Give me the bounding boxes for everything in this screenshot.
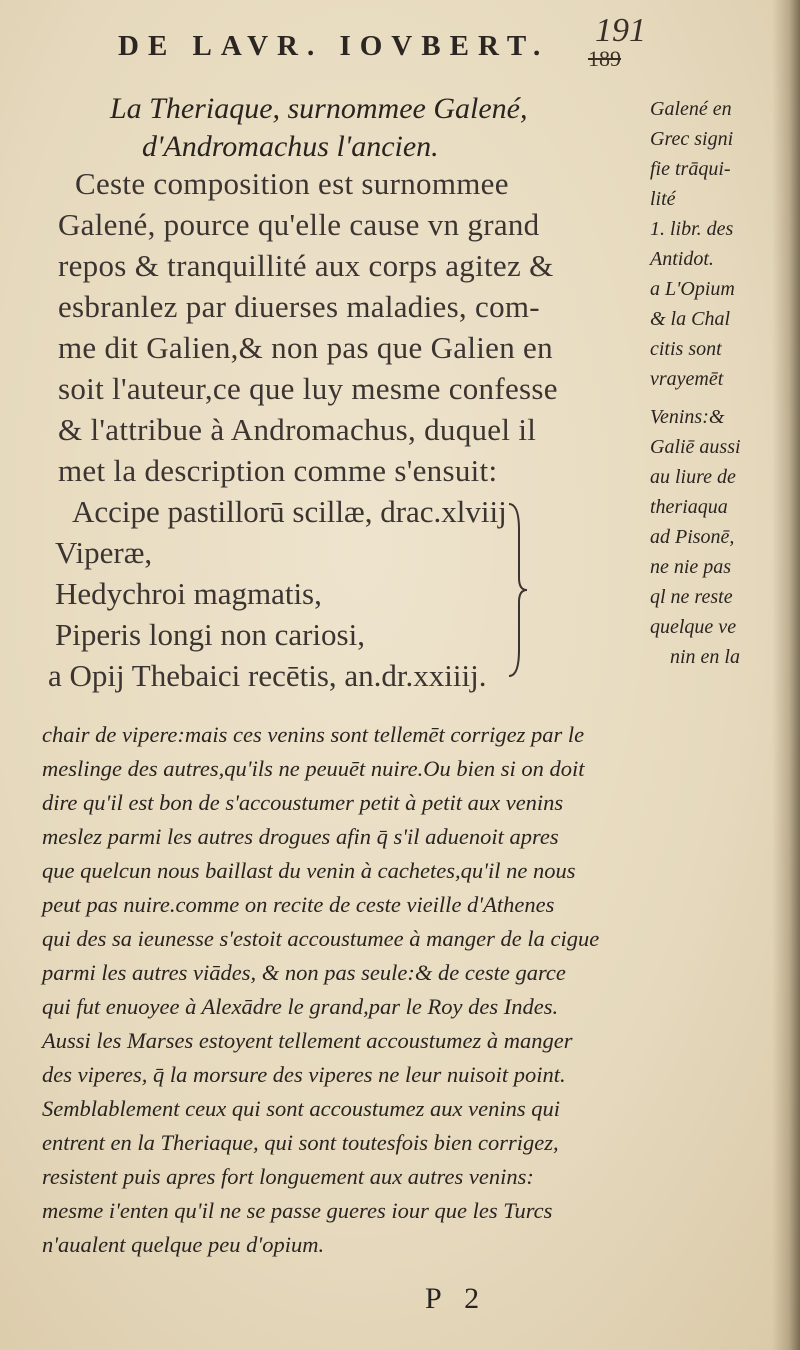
italic-body-line: dire qu'il est bon de s'accoustumer petit à petit aux venins <box>42 790 564 815</box>
margin-note-line: 1. libr. des <box>650 218 734 240</box>
italic-body-line: qui fut enuoyee à Alexādre le grand,par le Roy des Indes. <box>42 994 559 1019</box>
margin-note-line: Venins:& <box>650 406 725 428</box>
margin-note-line: nin en la <box>670 646 740 668</box>
margin-note-line: Antidot. <box>650 248 714 270</box>
margin-note-line: theriaqua <box>650 496 728 518</box>
italic-body-line: Semblablement ceux qui sont accoustumez aux venins qui <box>42 1096 560 1121</box>
folio-number: 191 <box>595 12 646 49</box>
margin-note-line: a L'Opium <box>650 278 735 300</box>
margin-note-line: Galené en <box>650 98 732 120</box>
body-line: soit l'auteur,ce que luy mesme confesse <box>58 371 558 406</box>
margin-note-line: Galiē aussi <box>650 436 741 458</box>
body-line: Ceste composition est surnommee <box>75 166 509 201</box>
running-header: DE LAVR. IOVBERT. <box>118 30 550 62</box>
recipe-line: a Opij Thebaici recētis, an.dr.xxiiij. <box>48 658 487 693</box>
margin-note-line: au liure de <box>650 466 736 488</box>
recipe-line: Accipe pastillorū scillæ, drac.xlviij <box>72 494 507 529</box>
body-line: repos & tranquillité aux corps agitez & <box>58 248 554 283</box>
signature-mark: P 2 <box>425 1282 488 1315</box>
margin-note-line: vrayemēt <box>650 368 724 390</box>
italic-body-line: parmi les autres viādes, & non pas seule:& de ceste garce <box>42 960 566 985</box>
italic-body-line: entrent en la Theriaque, qui sont toutesfois bien corrigez, <box>42 1130 559 1155</box>
italic-body-line: meslinge des autres,qu'ils ne peuuēt nuire.Ou bien si on doit <box>42 756 585 781</box>
section-title-line: d'Andromachus l'ancien. <box>142 130 439 163</box>
italic-body-line: meslez parmi les autres drogues afin q̄ s'il aduenoit apres <box>42 824 559 849</box>
italic-body-line: resistent puis apres fort longuement aux autres venins: <box>42 1164 534 1189</box>
italic-body-line: peut pas nuire.comme on recite de ceste vieille d'Athenes <box>42 892 555 917</box>
italic-body-line: mesme i'enten qu'il ne se passe gueres iour que les Turcs <box>42 1198 553 1223</box>
margin-note-line: quelque ve <box>650 616 737 638</box>
italic-body-line: que quelcun nous baillast du venin à cachetes,qu'il ne nous <box>42 858 576 883</box>
recipe-line: Viperæ, <box>55 535 153 570</box>
margin-note-line: citis sont <box>650 338 722 360</box>
margin-note-line: ad Pisonē, <box>650 526 735 548</box>
margin-note-line: Grec signi <box>650 128 734 150</box>
margin-note-line: lité <box>650 188 676 210</box>
section-title-line: La Theriaque, surnommee Galené, <box>110 92 528 125</box>
margin-note-line: fie trāqui- <box>650 158 731 180</box>
margin-note-line: ne nie pas <box>650 556 732 578</box>
italic-body-line: des viperes, q̄ la morsure des viperes ne leur nuisoit point. <box>42 1062 566 1087</box>
recipe-line: Piperis longi non cariosi, <box>55 617 365 652</box>
recipe-line: Hedychroi magmatis, <box>55 576 322 611</box>
body-line: Galené, pource qu'elle cause vn grand <box>58 207 540 242</box>
struck-folio-number: 189 <box>588 46 621 71</box>
margin-note-line: & la Chal <box>650 308 731 330</box>
margin-note-line: ql ne reste <box>650 586 733 608</box>
body-line: esbranlez par diuerses maladies, com- <box>58 289 540 324</box>
italic-body-line: qui des sa ieunesse s'estoit accoustumee à manger de la cigue <box>42 926 600 951</box>
italic-body-line: chair de vipere:mais ces venins sont tellemēt corrigez par le <box>42 722 585 747</box>
body-line: me dit Galien,& non pas que Galien en <box>58 330 553 365</box>
italic-body-line: Aussi les Marses estoyent tellement accoustumez à manger <box>42 1028 573 1053</box>
recipe-brace-icon <box>505 500 531 680</box>
italic-body-line: n'aualent quelque peu d'opium. <box>42 1232 325 1257</box>
body-line: met la description comme s'ensuit: <box>58 453 498 488</box>
page-edge-shadow <box>772 0 800 1350</box>
body-line: & l'attribue à Andromachus, duquel il <box>58 412 537 447</box>
